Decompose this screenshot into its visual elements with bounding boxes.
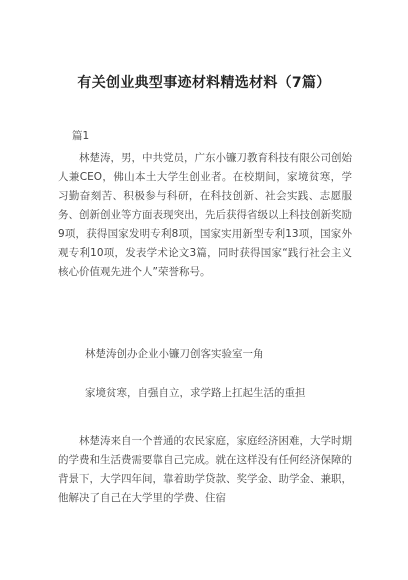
- document-title: 有关创业典型事迹材料精选材料（7篇）: [77, 75, 331, 91]
- section-label: 篇1: [72, 130, 90, 142]
- section-subheading: 家境贫寒，自强自立，求学路上扛起生活的重担: [85, 387, 306, 399]
- image-caption: 林楚涛创办企业小镰刀创客实验室一角: [85, 348, 264, 360]
- paragraph-2: 林楚涛来自一个普通的农民家庭，家庭经济困难，大学时期的学费和生活费需要靠自己完成。就在这样没有任何经济保障的背景下，大学四年间，靠着助学贷款、奖学金、助学金、兼职，他解决了自己在大学里的学费、住宿: [58, 435, 352, 504]
- paragraph-1: 林楚涛，男，中共党员，广东小镰刀教育科技有限公司创始人兼CEO，佛山本土大学生创业者。在校期间，家境贫寒，学习勤奋刻苦、积极参与科研，在科技创新、社会实践、志愿服务、创新创业等方面表现突出，先后获得省级以上科技创新奖励9项，获得国家发明专利8项，国家实用新型专利13项，国家外观专利10项，发表学术论文3篇，同时获得国家“践行社会主义核心价值观先进个人”荣誉称号。: [58, 152, 352, 278]
